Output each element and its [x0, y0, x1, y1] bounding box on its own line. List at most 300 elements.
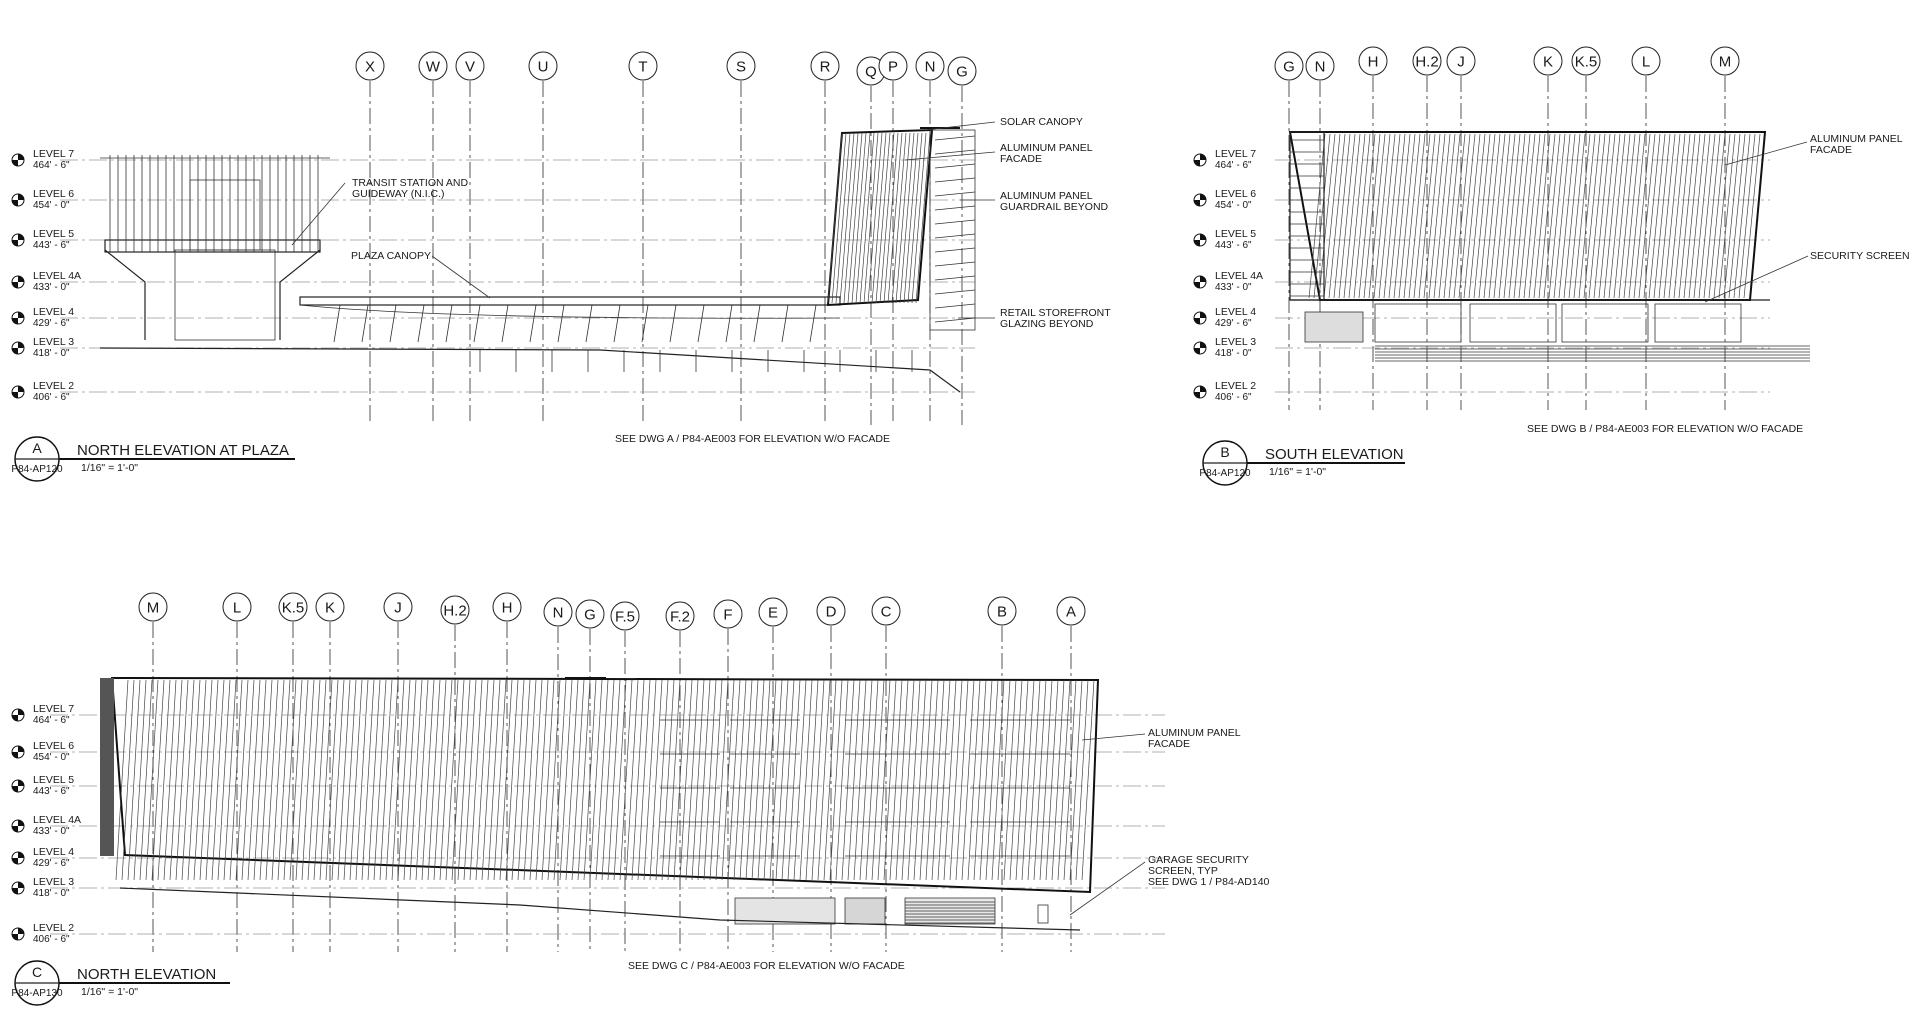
canopy-column	[418, 305, 424, 342]
grid-label: K	[1542, 53, 1554, 71]
grid-label: L	[232, 599, 242, 617]
south-facade-louvers	[1309, 134, 1760, 298]
facade-louver	[1679, 134, 1695, 298]
level-elevation: 406' - 6"	[1215, 392, 1252, 403]
facade-louver	[892, 133, 906, 303]
facade-louver	[1649, 134, 1665, 298]
facade-louver	[266, 680, 278, 880]
facade-louver	[1076, 680, 1088, 880]
facade-louver	[1519, 134, 1535, 298]
facade-louver	[194, 680, 206, 880]
facade-louver	[494, 680, 506, 880]
facade-louver	[956, 680, 968, 880]
facade-louver	[212, 680, 224, 880]
facade-louver	[1624, 134, 1640, 298]
level-datum-fill	[18, 154, 24, 160]
facade-louver	[740, 680, 752, 880]
facade-louver	[158, 680, 170, 880]
callout-text: ALUMINUM PANEL	[1148, 727, 1241, 739]
facade-louver	[1684, 134, 1700, 298]
facade-louver	[566, 680, 578, 880]
facade-louver	[1016, 680, 1028, 880]
guardrail-beyond	[935, 290, 975, 294]
grid-label: H.2	[1415, 53, 1439, 71]
leader-line	[1725, 142, 1807, 165]
facade-louver	[272, 680, 284, 880]
level-datum-fill	[12, 752, 18, 758]
view-tag-letter: C	[31, 964, 43, 980]
canopy-column	[474, 305, 480, 342]
level-name: LEVEL 5	[33, 228, 75, 240]
facade-louver	[884, 133, 898, 303]
level-marker	[12, 270, 81, 293]
facade-louver	[860, 680, 872, 880]
see-drawing-note: SEE DWG A / P84-AE003 FOR ELEVATION W/O FACADE	[615, 433, 891, 445]
grid-label: T	[638, 58, 648, 76]
canopy-column	[698, 305, 704, 342]
level-datum-fill	[18, 194, 24, 200]
level-marker	[1194, 306, 1256, 329]
level-datum-fill	[1194, 318, 1200, 324]
garage-opening	[845, 898, 885, 924]
grid-label: F	[723, 606, 733, 624]
canopy-column	[334, 305, 340, 342]
facade-louver	[1714, 134, 1730, 298]
level-name: LEVEL 7	[1215, 148, 1257, 160]
facade-louver	[716, 680, 728, 880]
facade-louver	[1058, 680, 1070, 880]
facade-louver	[1010, 680, 1022, 880]
level-datum-fill	[1200, 312, 1206, 318]
garage-opening	[1655, 304, 1741, 342]
facade-louver	[896, 133, 910, 303]
facade-louver	[626, 680, 638, 880]
man-door	[1038, 905, 1048, 923]
facade-louver	[1504, 134, 1520, 298]
facade-louver	[1064, 680, 1076, 880]
facade-louver	[152, 680, 164, 880]
garage-opening	[1562, 304, 1648, 342]
facade-louver	[1499, 134, 1515, 298]
level-datum-fill	[1200, 386, 1206, 392]
level-marker	[1194, 148, 1256, 171]
facade-louver	[308, 680, 320, 880]
level-datum-fill	[12, 200, 18, 206]
facade-louver	[776, 680, 788, 880]
grid-bubble	[817, 597, 845, 625]
facade-louver	[434, 680, 446, 880]
facade-louver	[968, 680, 980, 880]
level-datum-fill	[12, 318, 18, 324]
grid-label: H.2	[443, 602, 467, 620]
facade-louver	[902, 680, 914, 880]
callout-text: GUIDEWAY (N.I.C.)	[352, 188, 445, 200]
facade-louver	[464, 680, 476, 880]
grid-bubble	[1572, 47, 1600, 75]
view-title: NORTH ELEVATION	[77, 966, 217, 983]
grid-label: X	[364, 58, 376, 76]
guardrail-beyond	[935, 276, 975, 280]
level-name: LEVEL 3	[33, 876, 75, 888]
grid-label: H	[1367, 53, 1379, 71]
level-marker	[1194, 380, 1256, 403]
facade-louver	[332, 680, 344, 880]
canopy-column	[558, 305, 564, 342]
level-datum-fill	[18, 234, 24, 240]
level-datum-fill	[1194, 392, 1200, 398]
view-tag-letter: A	[32, 440, 42, 456]
facade-louver	[1599, 134, 1615, 298]
facade-louver	[488, 680, 500, 880]
facade-louver	[1414, 134, 1430, 298]
grid-bubble	[139, 593, 167, 621]
facade-louver	[506, 680, 518, 880]
facade-louver	[146, 680, 158, 880]
facade-louver	[1659, 134, 1675, 298]
canopy-column	[726, 305, 732, 342]
facade-louver	[1604, 134, 1620, 298]
facade-louver	[1314, 134, 1330, 298]
level-datum-fill	[18, 928, 24, 934]
facade-louver	[650, 680, 662, 880]
callout-text: SECURITY SCREEN	[1810, 250, 1910, 262]
leader-line	[1705, 256, 1808, 302]
level-elevation: 433' - 0"	[33, 826, 70, 837]
level-elevation: 429' - 6"	[33, 858, 70, 869]
facade-louver	[500, 680, 512, 880]
level-elevation: 454' - 0"	[1215, 200, 1252, 211]
level-datum-fill	[12, 786, 18, 792]
facade-louver	[1329, 134, 1345, 298]
level-datum-fill	[12, 858, 18, 864]
facade-louver	[856, 133, 870, 303]
guardrail-beyond	[935, 304, 975, 308]
facade-louver	[206, 680, 218, 880]
level-name: LEVEL 5	[33, 774, 75, 786]
grid-label: R	[819, 58, 831, 76]
level-elevation: 454' - 0"	[33, 752, 70, 763]
level-marker	[12, 814, 81, 837]
level-marker	[12, 740, 74, 763]
grid-label: K.5	[1574, 53, 1598, 71]
level-elevation: 418' - 0"	[1215, 348, 1252, 359]
level-datum-fill	[12, 826, 18, 832]
callout-text: SCREEN, TYP	[1148, 865, 1218, 877]
canopy-column	[670, 305, 676, 342]
facade-louver	[686, 680, 698, 880]
facade-louver	[1349, 134, 1365, 298]
facade-louver	[1529, 134, 1545, 298]
canopy-column	[586, 305, 592, 342]
facade-louver	[1399, 134, 1415, 298]
facade-louver	[854, 680, 866, 880]
facade-louver	[746, 680, 758, 880]
level-marker	[12, 846, 74, 869]
grid-label: G	[584, 606, 596, 624]
grid-bubble	[441, 596, 469, 624]
level-name: LEVEL 2	[33, 380, 75, 392]
facade-louver	[1719, 134, 1735, 298]
facade-louver	[1444, 134, 1460, 298]
facade-louver	[840, 133, 854, 303]
facade-louver	[1319, 134, 1335, 298]
level-name: LEVEL 7	[33, 148, 75, 160]
facade-louver	[1469, 134, 1485, 298]
grid-label: L	[1641, 53, 1651, 71]
facade-louver	[1539, 134, 1555, 298]
facade-louver	[1379, 134, 1395, 298]
facade-louver	[1324, 134, 1340, 298]
level-datum-fill	[1194, 240, 1200, 246]
facade-louver	[380, 680, 392, 880]
facade-louver	[880, 133, 894, 303]
facade-louver	[812, 680, 824, 880]
facade-louver	[904, 133, 918, 303]
facade-louver	[1574, 134, 1590, 298]
grid-label: N	[552, 604, 564, 622]
facade-louver	[668, 680, 680, 880]
grid-bubble	[544, 598, 572, 626]
grid-label: S	[735, 58, 747, 76]
facade-louver	[128, 680, 140, 880]
north-elevation-at-plaza	[11, 52, 1111, 481]
guideway-pier	[105, 250, 320, 340]
tower-facade-louvers	[828, 133, 930, 303]
facade-louver	[980, 680, 992, 880]
facade-louver	[368, 680, 380, 880]
facade-louver	[446, 680, 458, 880]
facade-louver	[428, 680, 440, 880]
facade-louver	[122, 680, 134, 880]
canopy-column	[614, 305, 620, 342]
callout-text: GARAGE SECURITY	[1148, 854, 1249, 866]
leader-line	[1082, 734, 1145, 740]
south-elevation	[1194, 47, 1910, 485]
facade-louver	[1654, 134, 1670, 298]
level-datum-fill	[18, 386, 24, 392]
grid-bubble	[384, 593, 412, 621]
view-sheet-number: P84-AP120	[1199, 468, 1251, 479]
facade-louver	[794, 680, 806, 880]
facade-louver	[818, 680, 830, 880]
facade-louver	[908, 680, 920, 880]
facade-louver	[728, 680, 740, 880]
facade-louver	[248, 680, 260, 880]
view-scale: 1/16" = 1'-0"	[81, 462, 139, 474]
facade-louver	[1389, 134, 1405, 298]
leader-line	[905, 152, 995, 160]
level-elevation: 464' - 6"	[33, 715, 70, 726]
grid-label: H	[501, 599, 513, 617]
canopy-column	[530, 305, 536, 342]
canopy-column	[810, 305, 816, 342]
facade-louver	[1669, 134, 1685, 298]
callout-text: RETAIL STOREFRONT	[1000, 307, 1111, 319]
level-name: LEVEL 6	[33, 740, 75, 752]
facade-louver	[1052, 680, 1064, 880]
facade-louver	[530, 680, 542, 880]
grid-label: G	[1283, 58, 1295, 76]
facade-louver	[1004, 680, 1016, 880]
facade-louver	[1474, 134, 1490, 298]
facade-louver	[752, 680, 764, 880]
grid-bubble	[1413, 47, 1441, 75]
level-datum-fill	[18, 780, 24, 786]
facade-louver	[950, 680, 962, 880]
grid-label: W	[425, 58, 441, 76]
level-datum-fill	[12, 160, 18, 166]
facade-louver	[422, 680, 434, 880]
canopy-column	[754, 305, 760, 342]
grid-label: B	[996, 603, 1008, 621]
leader-line	[292, 183, 345, 245]
grade-line	[100, 348, 960, 392]
canopy-column	[502, 305, 508, 342]
facade-louver	[338, 680, 350, 880]
level-datum-fill	[12, 715, 18, 721]
view-sheet-number: P84-AP130	[11, 988, 63, 999]
level-datum-fill	[18, 746, 24, 752]
level-datum-fill	[1200, 234, 1206, 240]
grid-bubble	[1632, 47, 1660, 75]
facade-louver	[656, 680, 668, 880]
facade-louver	[872, 680, 884, 880]
facade-louver	[1639, 134, 1655, 298]
facade-louver	[836, 680, 848, 880]
level-marker	[1194, 336, 1256, 359]
facade-louver	[134, 680, 146, 880]
facade-louver	[1489, 134, 1505, 298]
level-marker	[12, 922, 74, 945]
level-elevation: 443' - 6"	[33, 240, 70, 251]
grid-label: N	[924, 58, 936, 76]
callout-text: PLAZA CANOPY	[351, 250, 431, 262]
facade-louver	[608, 680, 620, 880]
level-datum-fill	[18, 852, 24, 858]
facade-louver	[302, 680, 314, 880]
facade-louver	[356, 680, 368, 880]
level-name: LEVEL 3	[1215, 336, 1257, 348]
level-datum-fill	[18, 882, 24, 888]
facade-louver	[404, 680, 416, 880]
level-marker	[12, 148, 74, 171]
grid-bubble	[1306, 52, 1334, 80]
view-scale: 1/16" = 1'-0"	[81, 986, 139, 998]
grid-bubble	[1275, 52, 1303, 80]
north-facade-louvers	[116, 680, 1094, 880]
level-datum-fill	[12, 392, 18, 398]
facade-louver	[1394, 134, 1410, 298]
facade-louver	[398, 680, 410, 880]
facade-louver	[692, 680, 704, 880]
grid-bubble	[727, 52, 755, 80]
facade-louver	[242, 680, 254, 880]
facade-louver	[590, 680, 602, 880]
facade-louver	[1559, 134, 1575, 298]
level-datum-fill	[12, 888, 18, 894]
level-name: LEVEL 4	[33, 306, 75, 318]
facade-louver	[872, 133, 886, 303]
grid-bubble	[419, 52, 447, 80]
level-name: LEVEL 6	[33, 188, 75, 200]
grid-bubble	[611, 602, 639, 630]
facade-louver	[260, 680, 272, 880]
callout-text: FACADE	[1148, 738, 1191, 750]
facade-louver	[284, 680, 296, 880]
facade-louver	[560, 680, 572, 880]
facade-louver	[800, 680, 812, 880]
level-name: LEVEL 4	[1215, 306, 1257, 318]
callout-text: ALUMINUM PANEL	[1000, 190, 1093, 202]
facade-louver	[1674, 134, 1690, 298]
level-datum-fill	[12, 282, 18, 288]
facade-louver	[350, 680, 362, 880]
canopy-deck	[300, 297, 840, 305]
facade-louver	[1022, 680, 1034, 880]
garage-base	[735, 898, 1048, 924]
facade-louver	[836, 133, 850, 303]
facade-louver	[1034, 680, 1046, 880]
grid-bubble	[223, 593, 251, 621]
level-marker	[12, 306, 74, 329]
facade-louver	[578, 680, 590, 880]
facade-louver	[596, 680, 608, 880]
grid-bubble	[1359, 47, 1387, 75]
callout-text: GLAZING BEYOND	[1000, 318, 1094, 330]
facade-louver	[1524, 134, 1540, 298]
facade-louver	[1344, 134, 1360, 298]
grid-label: Q	[865, 63, 877, 81]
facade-louver	[344, 680, 356, 880]
facade-louver	[470, 680, 482, 880]
facade-louver	[828, 133, 842, 303]
grid-label: K	[324, 599, 336, 617]
grid-label: E	[767, 604, 779, 622]
facade-louver	[452, 680, 464, 880]
facade-louver	[890, 680, 902, 880]
level-elevation: 464' - 6"	[1215, 160, 1252, 171]
facade-louver	[290, 680, 302, 880]
level-elevation: 429' - 6"	[1215, 318, 1252, 329]
level-datum-fill	[1200, 154, 1206, 160]
facade-louver	[416, 680, 428, 880]
facade-louver	[620, 680, 632, 880]
facade-louver	[1554, 134, 1570, 298]
grid-bubble	[1057, 597, 1085, 625]
level-elevation: 454' - 0"	[33, 200, 70, 211]
facade-louver	[1439, 134, 1455, 298]
facade-louver	[830, 680, 842, 880]
facade-louver	[1309, 134, 1325, 298]
grid-bubble	[456, 52, 484, 80]
facade-louver	[662, 680, 674, 880]
facade-louver	[638, 680, 650, 880]
facade-louver	[888, 133, 902, 303]
grid-bubble	[714, 600, 742, 628]
grid-label: C	[880, 603, 892, 621]
grid-bubble	[1711, 47, 1739, 75]
facade-louver	[218, 680, 230, 880]
view-title: NORTH ELEVATION AT PLAZA	[77, 442, 289, 459]
level-marker	[12, 336, 74, 359]
grid-label: F.2	[669, 608, 691, 626]
level-elevation: 464' - 6"	[33, 160, 70, 171]
callout-text: GUARDRAIL BEYOND	[1000, 201, 1109, 213]
garage-opening	[735, 898, 835, 924]
level-datum-fill	[18, 276, 24, 282]
facade-louver	[1704, 134, 1720, 298]
facade-louver	[1664, 134, 1680, 298]
